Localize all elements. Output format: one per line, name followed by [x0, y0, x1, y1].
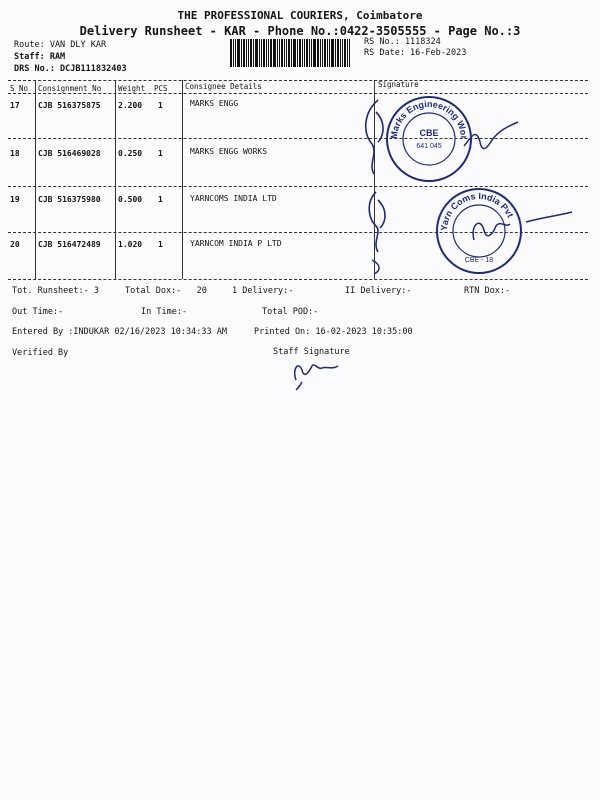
- barcode-bar: [261, 39, 262, 67]
- yarncoms-signature: [466, 206, 576, 251]
- barcode-bar: [342, 39, 343, 67]
- barcode-bar: [255, 39, 258, 67]
- barcode-bar: [322, 39, 323, 67]
- first-delivery: 1 Delivery:-: [232, 286, 294, 296]
- barcode-bar: [288, 39, 290, 67]
- stamp-center-text: CBE: [419, 128, 439, 138]
- barcode-bar: [337, 39, 339, 67]
- barcode-bar: [241, 39, 242, 67]
- barcode-bar: [331, 39, 334, 67]
- barcode-bar: [317, 39, 319, 67]
- row-consignee: MARKS ENGG WORKS: [190, 147, 268, 156]
- header-signature: Signature: [378, 80, 419, 89]
- barcode-bar: [270, 39, 272, 67]
- barcode-bar: [250, 39, 252, 67]
- table-bottom-rule: [8, 279, 588, 280]
- company-title: THE PROFESSIONAL COURIERS, Coimbatore: [177, 9, 423, 22]
- printed-on: Printed On: 16-02-2023 10:35:00: [254, 327, 413, 337]
- barcode-bar: [266, 39, 267, 67]
- row-weight: 2.200: [118, 101, 143, 110]
- barcode-bar: [324, 39, 326, 67]
- table-header-rule: [8, 93, 588, 94]
- barcode-bar: [246, 39, 247, 67]
- row-sno: 18: [10, 149, 20, 158]
- barcode-bar: [253, 39, 254, 67]
- header-consignment: Consignment No: [38, 84, 102, 93]
- row-pcs: 1: [158, 101, 163, 110]
- row-rule: [8, 186, 588, 187]
- barcode-bar: [291, 39, 292, 67]
- barcode-bar: [230, 39, 232, 67]
- barcode-bar: [268, 39, 269, 67]
- drs-number: DRS No.: DCJB111832403: [14, 64, 127, 74]
- barcode-bar: [329, 39, 330, 67]
- header-weight: Weight: [118, 84, 146, 93]
- in-time: In Time:-: [141, 307, 188, 317]
- barcode-bar: [320, 39, 321, 67]
- total-dox: Total Dox:- 20: [125, 286, 207, 296]
- barcode-bar: [335, 39, 336, 67]
- barcode-bar: [233, 39, 234, 67]
- return-dox: RTN Dox:-: [464, 286, 511, 296]
- barcode-bar: [311, 39, 312, 67]
- stamp-arc-text: Yarn Coms India Pvt: [438, 190, 516, 232]
- row-consignee: YARNCOM INDIA P LTD: [190, 239, 282, 248]
- column-divider: [35, 80, 36, 279]
- header-consignee: Consignee Details: [185, 82, 262, 91]
- staff-signature: [288, 352, 358, 392]
- out-time: Out Time:-: [12, 307, 64, 317]
- row-consignment: CJB 516469028: [38, 149, 101, 158]
- total-pod: Total POD:-: [262, 307, 319, 317]
- barcode-bar: [284, 39, 285, 67]
- barcode-bar: [297, 39, 298, 67]
- row-sno: 17: [10, 101, 20, 110]
- row-weight: 0.250: [118, 149, 143, 158]
- row-pcs: 1: [158, 240, 163, 249]
- rs-date: RS Date: 16-Feb-2023: [364, 48, 467, 58]
- marks-company-stamp: [386, 96, 472, 182]
- barcode-bar: [306, 39, 308, 67]
- row-sno: 19: [10, 195, 20, 204]
- barcode-bar: [344, 39, 346, 67]
- row-consignment: CJB 516375980: [38, 195, 101, 204]
- row-consignee: YARNCOMS INDIA LTD: [190, 194, 277, 203]
- row-weight: 0.500: [118, 195, 143, 204]
- barcode-bar: [263, 39, 265, 67]
- row-consignment: CJB 516375875: [38, 101, 101, 110]
- barcode-bar: [299, 39, 301, 67]
- stamp-ring-icon: [388, 98, 470, 180]
- verified-by-label: Verified By: [12, 348, 69, 358]
- route-text: Route: VAN DLY KAR: [14, 40, 107, 50]
- marks-signature: [462, 118, 522, 163]
- barcode-bar: [304, 39, 305, 67]
- barcode-bar: [281, 39, 283, 67]
- second-delivery: II Delivery:-: [345, 286, 412, 296]
- barcode-bar: [279, 39, 280, 67]
- barcode-bar: [313, 39, 316, 67]
- header-sno: S No: [10, 84, 29, 93]
- table-top-rule: [8, 80, 588, 81]
- barcode-bar: [248, 39, 249, 67]
- barcode-bar: [243, 39, 245, 67]
- barcode-bar: [309, 39, 310, 67]
- barcode-bar: [259, 39, 260, 67]
- barcode-bar: [349, 39, 350, 67]
- row-sno: 20: [10, 240, 20, 249]
- runsheet-subtitle: Delivery Runsheet - KAR - Phone No.:0422-3505555 - Page No.:3: [79, 24, 521, 38]
- barcode-bar: [340, 39, 341, 67]
- header-pcs: PCS: [154, 84, 168, 93]
- stamp-bottom-text: CBE - 18: [464, 257, 494, 264]
- column-divider: [115, 80, 116, 279]
- staff-signature-label: Staff Signature: [273, 347, 350, 357]
- row-weight: 1.020: [118, 240, 143, 249]
- barcode-bar: [277, 39, 278, 67]
- stamp-arc-text: Marks Engineering Wor: [388, 98, 470, 140]
- barcode-bar: [273, 39, 276, 67]
- row-pcs: 1: [158, 149, 163, 158]
- barcode-bar: [327, 39, 328, 67]
- barcode-bar: [302, 39, 303, 67]
- barcode-bar: [235, 39, 236, 67]
- entered-by: Entered By :INDUKAR 02/16/2023 10:34:33 AM: [12, 327, 227, 337]
- row-pcs: 1: [158, 195, 163, 204]
- barcode-bar: [293, 39, 296, 67]
- barcode-bar: [347, 39, 348, 67]
- barcode-bar: [237, 39, 240, 67]
- rs-number: RS No.: 1118324: [364, 37, 441, 47]
- row-consignment: CJB 516472489: [38, 240, 101, 249]
- total-runsheet: Tot. Runsheet:- 3: [12, 286, 99, 296]
- row-consignee: MARKS ENGG: [190, 99, 239, 108]
- staff-text: Staff: RAM: [14, 52, 66, 62]
- stamp-code-text: 641 045: [416, 143, 442, 150]
- barcode-image: [230, 39, 358, 67]
- column-divider: [182, 80, 183, 279]
- barcode-bar: [286, 39, 287, 67]
